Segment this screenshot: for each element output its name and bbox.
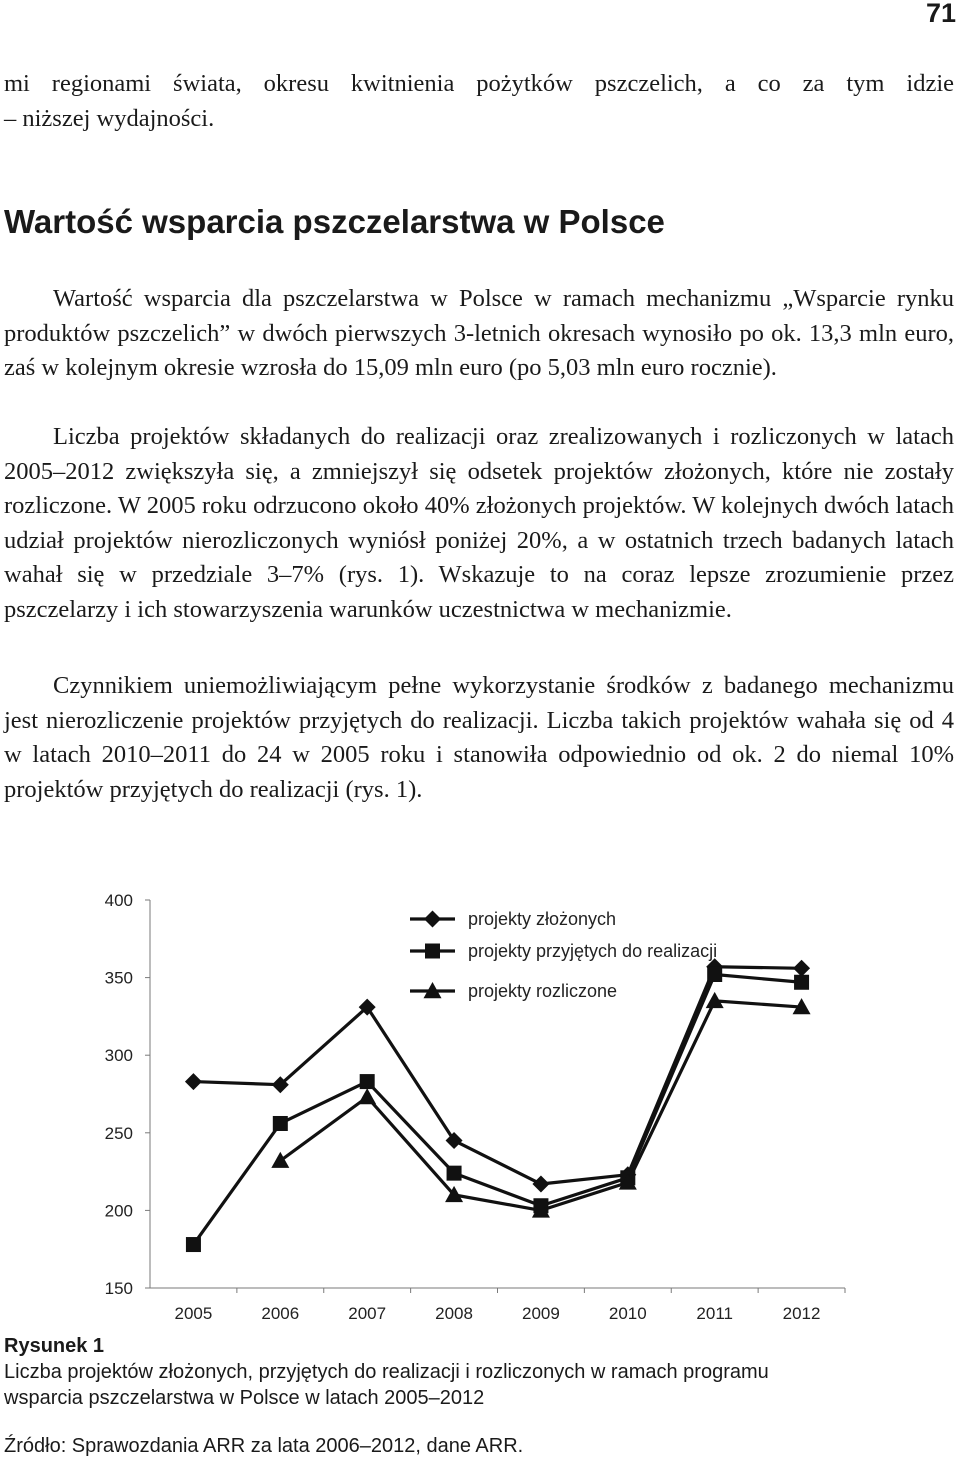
- data-point-square: [707, 967, 722, 982]
- legend-label: projekty złożonych: [468, 909, 617, 929]
- data-point-square: [186, 1237, 201, 1252]
- x-tick-label: 2010: [608, 1304, 647, 1323]
- figure-caption-line-1: Liczba projektów złożonych, przyjętych do realizacji i rozliczonych w ramach programu: [4, 1361, 769, 1383]
- figure-caption-line-2: wsparcia pszczelarstwa w Polsce w latach 2005–2012: [4, 1387, 485, 1409]
- paragraph-1: Wartość wsparcia dla pszczelarstwa w Polsce w ramach mechanizmu „Wsparcie rynku produktów pszczelich” w dwóch pierwszych 3-letnich okresach wynosiło po ok. 13,3 mln euro, zaś w kolejnym okresie wzrosła do 15,09 mln euro (po 5,03 mln euro rocznie).: [4, 285, 954, 381]
- data-point-square: [360, 1074, 375, 1089]
- figure-label: Rysunek 1: [4, 1335, 105, 1357]
- intro-line-2: – niższej wydajności.: [4, 104, 215, 132]
- legend-label: projekty przyjętych do realizacji: [468, 941, 718, 961]
- figure-caption: [4, 1333, 958, 1411]
- intro-line-1: mi regionami świata, okresu kwitnienia pożytków pszczelich, a co za tym idzie: [4, 70, 954, 97]
- y-tick-label: 250: [104, 1123, 133, 1143]
- section-title: Wartość wsparcia pszczelarstwa w Polsce: [4, 203, 665, 240]
- data-point-diamond: [793, 960, 810, 977]
- y-tick-label: 300: [104, 1046, 133, 1066]
- y-tick-label: 400: [104, 891, 133, 910]
- y-tick-label: 150: [104, 1279, 133, 1298]
- x-tick-label: 2006: [261, 1304, 300, 1323]
- page-number: 71: [925, 0, 956, 28]
- line-chart: [0, 880, 960, 1330]
- x-tick-label: 2005: [174, 1304, 213, 1323]
- legend-label: projekty rozliczone: [468, 981, 618, 1001]
- data-point-square: [447, 1166, 462, 1181]
- x-tick-label: 2012: [782, 1304, 821, 1323]
- intro-text: [4, 67, 954, 136]
- x-tick-label: 2007: [348, 1304, 387, 1323]
- data-point-square: [794, 975, 809, 990]
- legend-marker-diamond: [424, 911, 441, 928]
- data-point-diamond: [185, 1073, 202, 1090]
- x-tick-label: 2008: [435, 1304, 473, 1323]
- figure-source: Źródło: Sprawozdania ARR za lata 2006–2012, dane ARR.: [4, 1435, 524, 1457]
- y-tick-label: 350: [104, 968, 133, 988]
- data-point-diamond: [532, 1176, 549, 1193]
- legend-marker-square: [425, 944, 440, 959]
- paragraph-3: Czynnikiem uniemożliwiającym pełne wykorzystanie środków z badanego mechanizmu jest nierozliczenie projektów przyjętych do realizacji. Liczba takich projektów wahała się od 4 w latach 2010–2011 do 24 w 2005 roku i stanowiła odpowiednio od ok. 2 do niemal 10% projektów przyjętych do realizacji (rys. 1).: [4, 672, 954, 803]
- data-point-square: [273, 1116, 288, 1131]
- paragraph-2: Liczba projektów składanych do realizacji oraz zrealizowanych i rozliczonych w latach 2005–2012 zwiększyła się, a zmniejszył się odsetek projektów złożonych, które nie zostały rozliczone. W 2005 roku odrzucono około 40% złożonych projektów. W kolejnych dwóch latach udział projektów nierozliczonych wyniósł poniżej 20%, a w ostatnich trzech badanych latach wahał się w przedziale 3–7% (rys. 1). Wskazuje to na coraz lepsze zrozumienie przez pszczelarzy i ich stowarzyszenia warunków uczestnictwa w mechanizmie.: [4, 423, 954, 623]
- x-tick-label: 2011: [696, 1304, 733, 1323]
- data-point-diamond: [446, 1132, 463, 1149]
- x-tick-label: 2009: [522, 1304, 560, 1323]
- y-tick-label: 200: [104, 1201, 133, 1221]
